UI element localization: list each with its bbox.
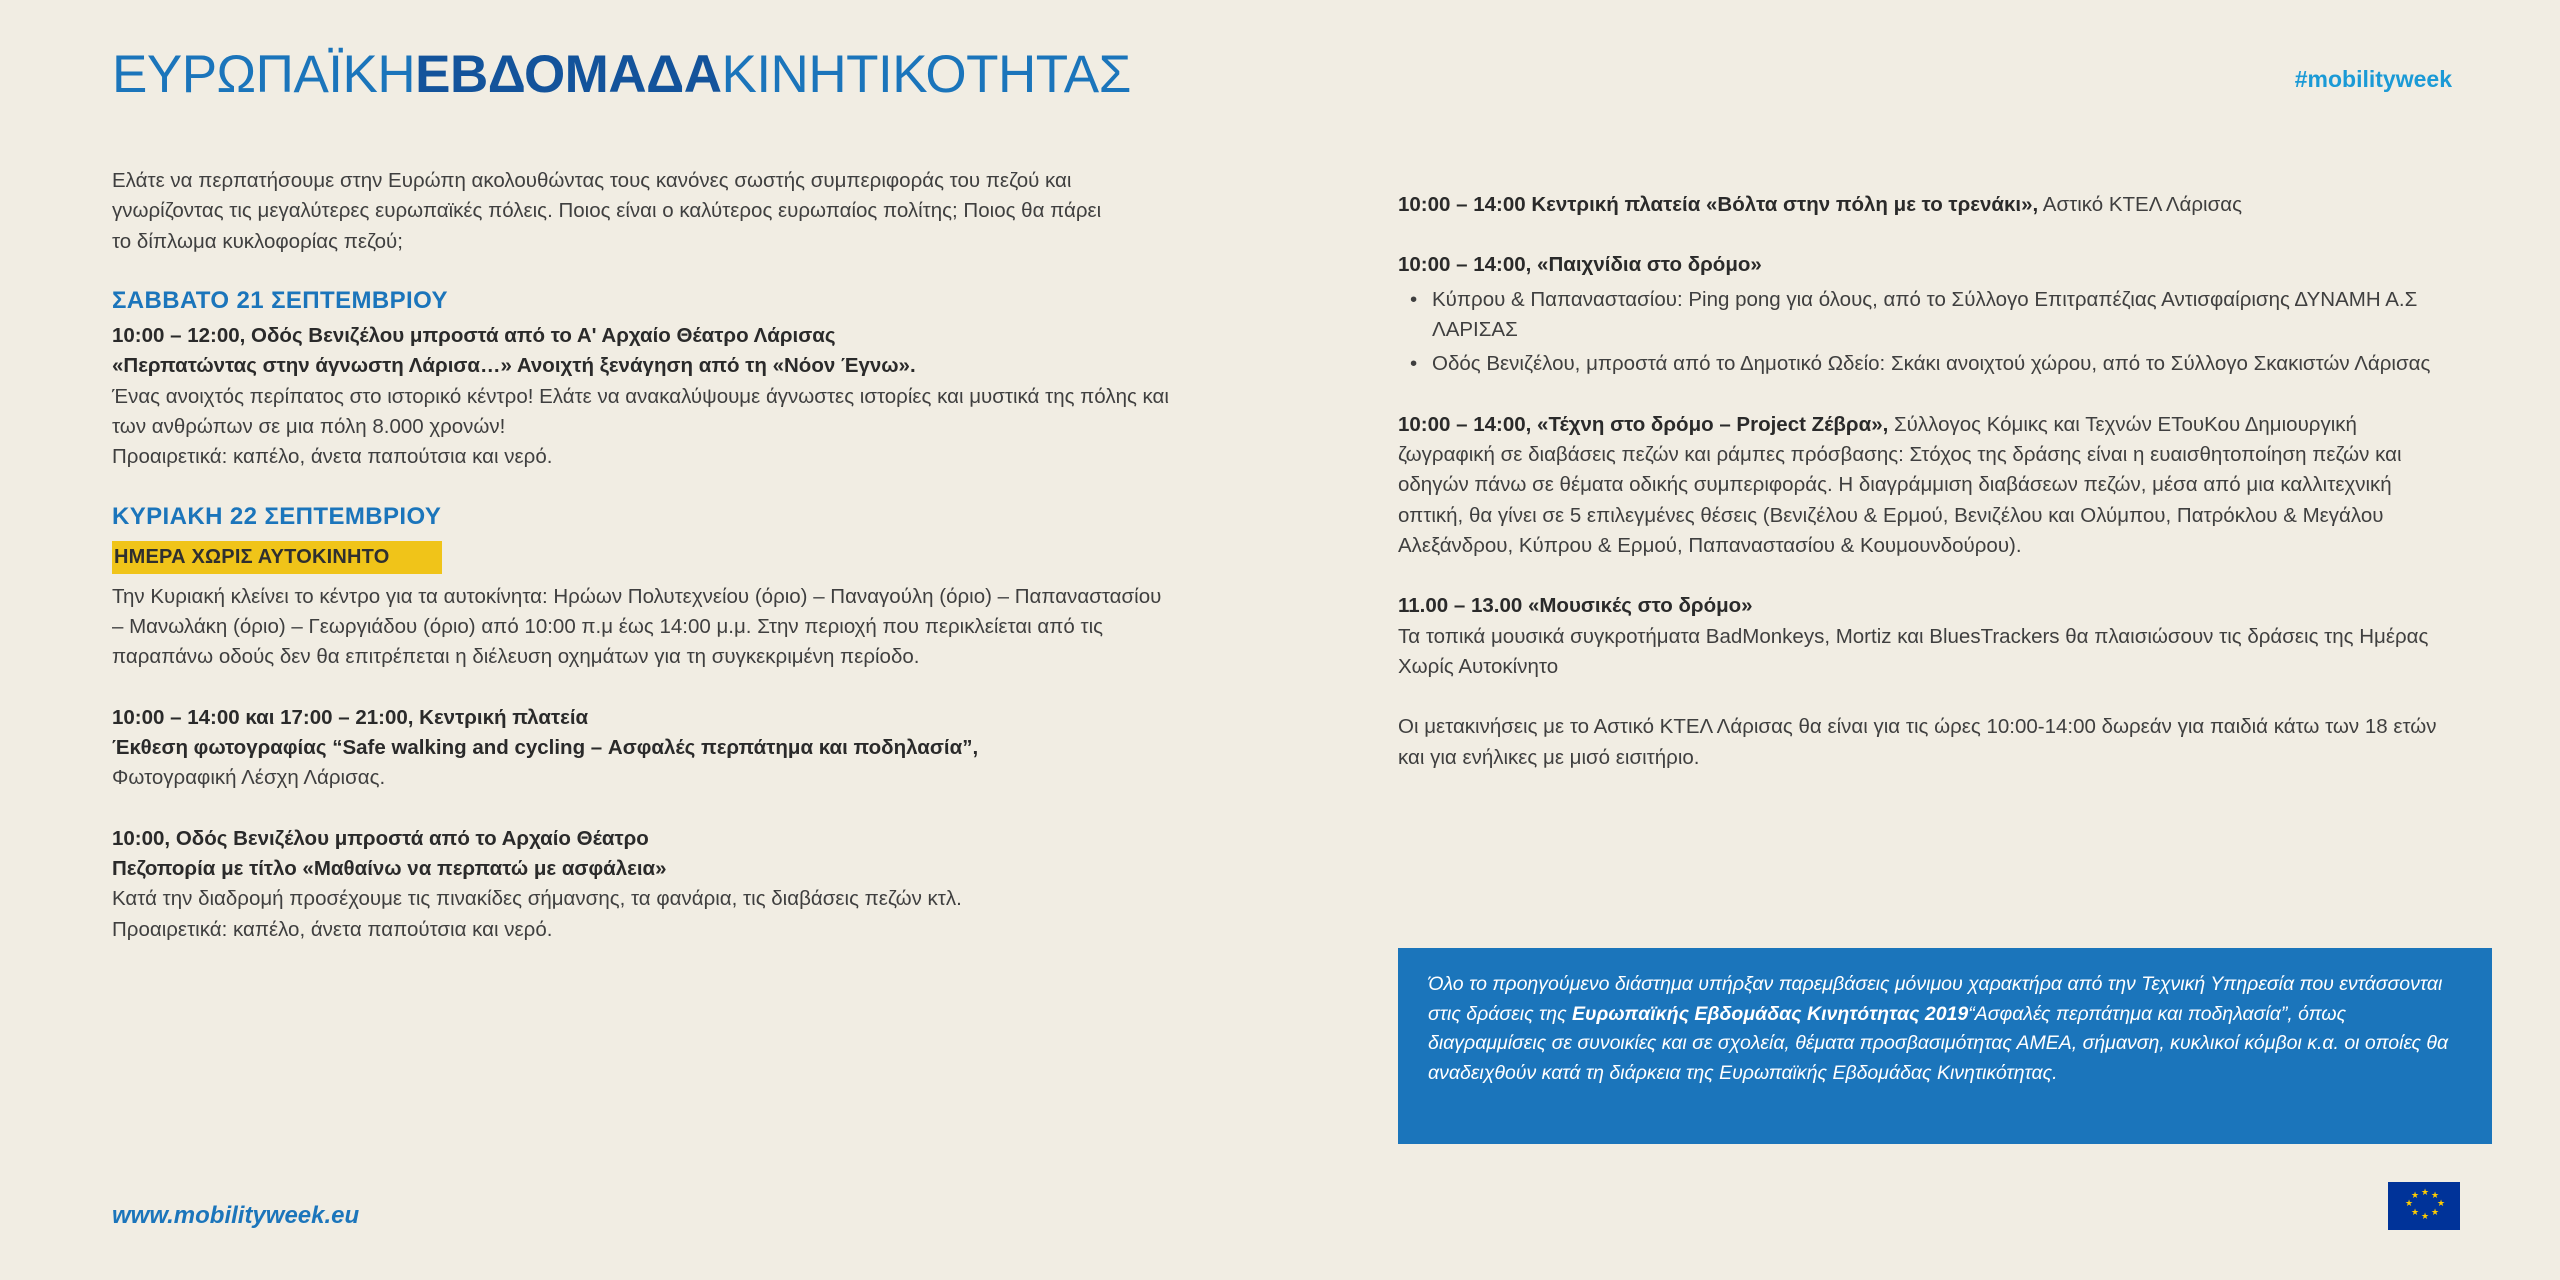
photo-expo-line-1: 10:00 – 14:00 και 17:00 – 21:00, Κεντρική πλατεία	[112, 705, 589, 729]
music-heading: 11.00 – 13.00 «Μουσικές στο δρόμο»	[1398, 594, 1753, 618]
transport-body: Οι μετακινήσεις με το Αστικό ΚΤΕΛ Λάρισας θα είναι για τις ώρες 10:00-14:00 δωρεάν για παιδιά κάτω των 18 ετών και για ενήλικες με μισό εισιτήριο.	[1398, 715, 2437, 769]
left-column	[112, 166, 1172, 975]
note-bold-text: Ευρωπαϊκής Εβδομάδας Κινητότητας 2019	[1572, 1002, 1969, 1025]
games-block	[1398, 250, 2458, 379]
saturday-line-1: 10:00 – 12:00, Οδός Βενιζέλου μπροστά από το Α' Αρχαίο Θέατρο Λάρισας	[112, 323, 836, 347]
train-bold-text: 10:00 – 14:00 Κεντρική πλατεία «Βόλτα στην πόλη με το τρενάκι»,	[1398, 193, 2039, 216]
note-part-1: Όλο το προηγούμενο διάστημα υπήρξαν παρεμβάσεις μόνιμου χαρακτήρα από την Τεχνική Υπηρεσία που εντάσσονται στις δράσεις της	[1428, 973, 2443, 1025]
photo-expo-block	[112, 703, 1172, 794]
walk-line-2: Πεζοπορία με τίτλο «Μαθαίνω να περπατώ με ασφάλεια»	[112, 856, 667, 880]
zebra-bold-text: 10:00 – 14:00, «Τέχνη στο δρόμο – Project Ζέβρα»,	[1398, 412, 1889, 436]
car-free-day-badge: ΗΜΕΡΑ ΧΩΡΙΣ ΑΥΤΟΚΙΝΗΤΟ	[112, 541, 442, 574]
sunday-body: Την Κυριακή κλείνει το κέντρο για τα αυτοκίνητα: Ηρώων Πολυτεχνείου (όριο) – Παναγούλη (όριο) – Παπαναστασίου – Μανωλάκη (όριο) – Γεωργιάδου (όριο) από 10:00 π.μ έως 14:00 μ.μ. Στην περιοχή που περικλείεται από τις παραπάνω οδούς δεν θα επιτρέπεται η διέλευση οχημάτων για τη συγκεκριμένη περίοδο.	[112, 584, 1162, 669]
games-bullet-list	[1398, 285, 2458, 380]
page-title	[112, 45, 2452, 104]
title-part-3: ΚΙΝΗΤΙΚΟΤΗΤΑΣ	[721, 45, 1131, 104]
photo-expo-line-2: Έκθεση φωτογραφίας “Safe walking and cycling – Ασφαλές περπάτημα και ποδηλασία”,	[112, 735, 979, 759]
eu-stars: ★ ★ ★ ★ ★ ★ ★ ★	[2405, 1187, 2446, 1221]
sunday-heading: ΚΥΡΙΑΚΗ 22 ΣΕΠΤΕΜΒΡΙΟΥ	[112, 502, 442, 530]
saturday-line-3: Ένας ανοιχτός περίπατος στο ιστορικό κέντρο! Ελάτε να ανακαλύψουμε άγνωστες ιστορίες και μυστικά της πόλης και των ανθρώπων σε μια πόλη 8.000 χρονών!	[112, 384, 1169, 438]
saturday-heading: ΣΑΒΒΑΤΟ 21 ΣΕΠΤΕΜΒΡΙΟΥ	[112, 286, 448, 314]
train-rest-text: Αστικό ΚΤΕΛ Λάρισας	[2038, 193, 2242, 216]
transport-block	[1398, 712, 2458, 773]
note-part-2: “Ασφαλές περπάτημα και ποδηλασία”, όπως διαγραμμίσεις σε συνοικίες και σε σχολεία, θέματα προσβασιμότητας ΑΜΕΑ, σήμανση, κυκλικοί κόμβοι κ.α. οι οποίες θα αναδειχθούν κατά τη διάρκεια της Ευρωπαϊκής Εβδομάδας Κινητικότητας.	[1428, 1002, 2449, 1084]
title-part-2: ΕΒΔΟΜΑΔΑ	[415, 45, 722, 104]
note-box	[1398, 948, 2492, 1144]
saturday-block	[112, 287, 1172, 473]
saturday-line-4: Προαιρετικά: καπέλο, άνετα παπούτσια και νερό.	[112, 445, 553, 469]
hashtag-label: #mobilityweek	[2294, 66, 2452, 92]
list-item: • Οδός Βενιζέλου, μπροστά από το Δημοτικό Ωδείο: Σκάκι ανοιχτού χώρου, από το Σύλλογο Σκακιστών Λάρισας	[1432, 349, 2458, 379]
photo-expo-line-3: Φωτογραφική Λέσχη Λάρισας.	[112, 766, 386, 790]
right-column	[1398, 190, 2458, 803]
title-part-1: ΕΥΡΩΠΑΪΚΗ	[112, 45, 416, 104]
music-block	[1398, 591, 2458, 682]
zebra-block	[1398, 410, 2458, 562]
zebra-paragraph	[1398, 410, 2458, 562]
walk-line-4: Προαιρετικά: καπέλο, άνετα παπούτσια και νερό.	[112, 917, 553, 941]
music-body: Τα τοπικά μουσικά συγκροτήματα BadMonkeys, Mortiz και BluesTrackers θα πλαισιώσουν τις δράσεις της Ημέρας Χωρίς Αυτοκίνητο	[1398, 624, 2429, 678]
header	[112, 45, 2452, 118]
eu-flag-icon	[2388, 1182, 2460, 1230]
train-line	[1398, 190, 2458, 220]
train-block	[1398, 190, 2458, 220]
website-url[interactable]: www.mobilityweek.eu	[112, 1202, 360, 1229]
note-paragraph	[1428, 970, 2462, 1089]
games-heading: 10:00 – 14:00, «Παιχνίδια στο δρόμο»	[1398, 253, 1762, 277]
zebra-rest-text: Σύλλογος Κόμικς και Τεχνών ΕΤουΚου Δημιουργική ζωγραφική σε διαβάσεις πεζών και ράμπες πρόσβασης: Στόχος της δράσης είναι η ευαισθητοποίηση πεζών και οδηγών πάνω σε θέματα οδικής συμπεριφοράς. Η διαγράμμιση διαβάσεων πεζών, μέσα από μια καλλιτεχνική οπτική, θα γίνει σε 5 επιλεγμένες θέσεις (Βενιζέλου & Ερμού, Βενιζέλου και Ολύμπου, Πατρόκλου & Μεγάλου Αλεξάνδρου, Κύπρου & Ερμού, Παπαναστασίου & Κουμουνδούρου).	[1398, 412, 2402, 557]
sunday-block	[112, 503, 1172, 673]
walk-line-3: Κατά την διαδρομή προσέχουμε τις πινακίδες σήμανσης, τα φανάρια, τις διαβάσεις πεζών κτλ.	[112, 887, 962, 911]
saturday-line-2: «Περπατώντας στην άγνωστη Λάρισα…» Ανοιχτή ξενάγηση από τη «Νόον Έγνω».	[112, 354, 916, 378]
walk-line-1: 10:00, Οδός Βενιζέλου μπροστά από το Αρχαίο Θέατρο	[112, 826, 649, 850]
list-item: • Κύπρου & Παπαναστασίου: Ping pong για όλους, από το Σύλλογο Επιτραπέζιας Αντισφαίρισης ΔΥΝΑΜΗ Α.Σ ΛΑΡΙΣΑΣ	[1432, 285, 2458, 346]
intro-paragraph: Ελάτε να περπατήσουμε στην Ευρώπη ακολουθώντας τους κανόνες σωστής συμπεριφοράς του πεζού και γνωρίζοντας τις μεγαλύτερες ευρωπαϊκές πόλεις. Ποιος είναι ο καλύτερος ευρωπαίος πολίτης; Ποιος θα πάρει το δίπλωμα κυκλοφορίας πεζού;	[112, 169, 1102, 253]
walk-block	[112, 824, 1172, 945]
